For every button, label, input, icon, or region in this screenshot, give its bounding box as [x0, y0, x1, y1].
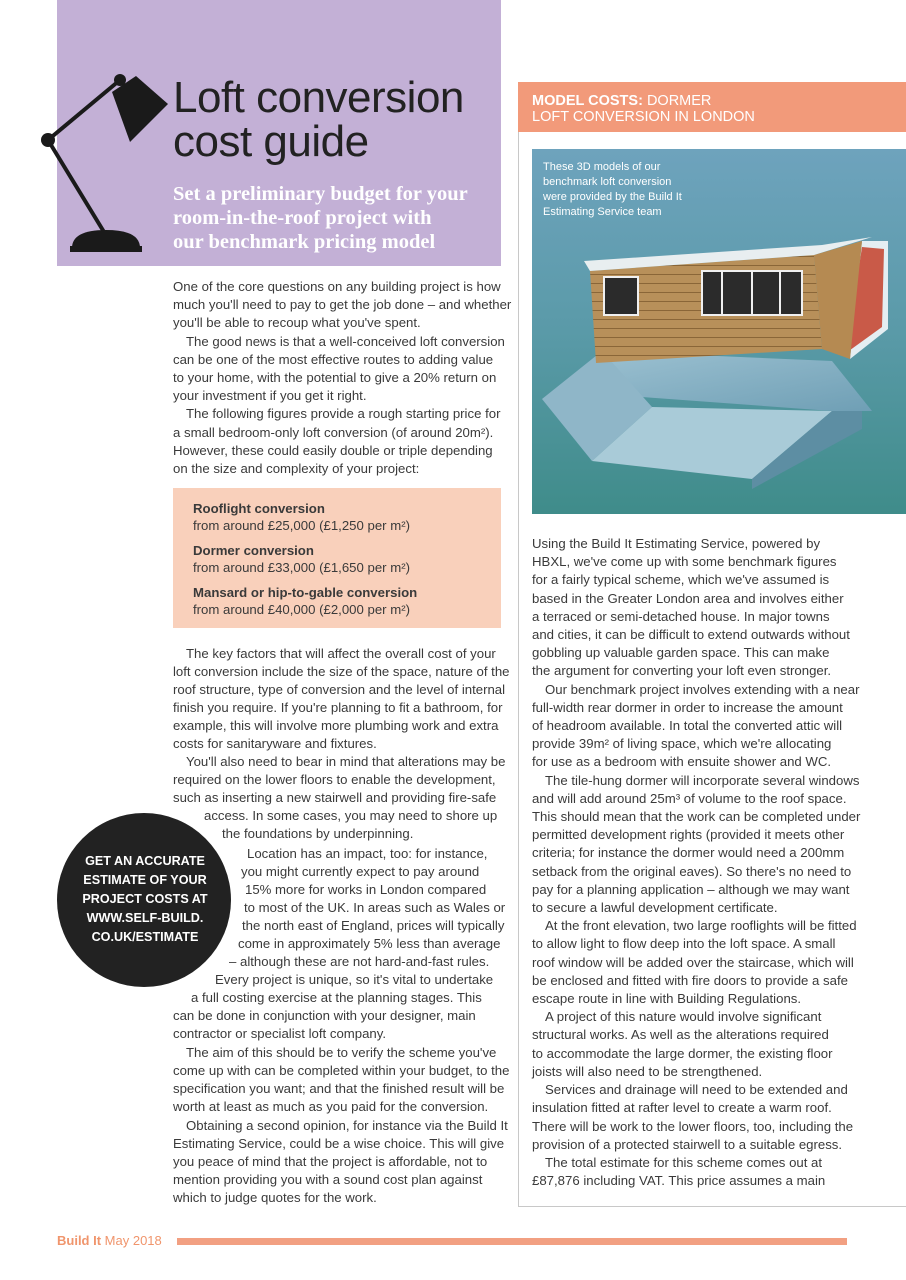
text-line: the argument for converting your loft even stronger.: [532, 663, 832, 679]
text-line: loft conversion include the size of the space, nature of the: [173, 664, 510, 679]
text-line: escape route in line with Building Regulations.: [532, 991, 802, 1007]
callout-line: GET AN ACCURATE: [85, 854, 205, 868]
title-line: cost guide: [173, 117, 369, 166]
text-line: roof window will be added over the staircase, which will: [532, 954, 854, 970]
text-line: You'll also need to bear in mind that alterations may be: [186, 754, 506, 769]
price-value: from around £25,000 (£1,250 per m²): [193, 518, 410, 533]
text-line: gobbling up valuable garden space. This can make: [532, 645, 830, 661]
text-line: can be one of the most effective routes to adding value: [173, 351, 494, 367]
body-paragraph: [532, 681, 898, 772]
text-line: and will add around 25m³ of volume to the roof space.: [532, 790, 847, 806]
text-line: to your home, with the potential to give a 20% return on: [173, 370, 497, 386]
text-line: you might currently expect to pay around: [241, 864, 480, 879]
caption-line: These 3D models of our: [543, 161, 661, 173]
text-line: – although these are not hard-and-fast rules.: [229, 954, 490, 969]
estimate-callout-text[interactable]: [70, 852, 220, 947]
text-line: The key factors that will affect the overall cost of your: [186, 646, 496, 661]
magazine-name: Build It: [57, 1233, 102, 1248]
text-line: your investment if you get it right.: [173, 388, 367, 404]
text-line: Obtaining a second opinion, for instance via the Build It: [186, 1118, 508, 1133]
price-name: Mansard or hip-to-gable conversion: [193, 585, 418, 600]
text-line: much you'll need to pay to get the job done – and whether: [173, 297, 512, 313]
callout-line: PROJECT COSTS AT: [82, 892, 208, 906]
callout-line: CO.UK/ESTIMATE: [91, 930, 199, 944]
text-line: to secure a lawful development certificate.: [532, 900, 778, 916]
price-item: [193, 500, 410, 534]
heading-line: [532, 93, 755, 109]
text-line: you peace of mind that the project is affordable, not to: [173, 1154, 488, 1169]
heading-rest: DORMER: [646, 93, 712, 109]
right-body-text: [532, 535, 898, 1190]
heading-bold: MODEL COSTS:: [532, 93, 643, 109]
text-line: full-width rear dormer in order to increase the amount: [532, 699, 843, 715]
text-line: However, these could easily double or triple depending: [173, 442, 493, 458]
text-line: based in the Greater London area and involves either: [532, 590, 844, 606]
body-paragraph: [532, 535, 898, 681]
text-line: on the size and complexity of your project:: [173, 461, 420, 477]
footer-bar: [177, 1238, 847, 1245]
footer-brand: [57, 1233, 162, 1248]
price-name: Rooflight conversion: [193, 501, 325, 516]
text-line: finish you require. If you're planning to fit a bathroom, for: [173, 700, 503, 715]
text-line: to allow light to flow deep into the loft space. A small: [532, 936, 836, 952]
text-line: you'll be able to recoup what you've spent.: [173, 315, 421, 331]
text-line: specification you want; and that the finished result will be: [173, 1081, 505, 1096]
price-item: [193, 542, 410, 576]
subtitle-line: Set a preliminary budget for your: [173, 183, 468, 205]
text-line: and cities, it can be difficult to extend outwards without: [532, 627, 850, 643]
text-line: a small bedroom-only loft conversion (of around 20m²).: [173, 424, 494, 440]
text-line: The following figures provide a rough starting price for: [186, 406, 501, 422]
price-name: Dormer conversion: [193, 543, 314, 558]
text-line: structural works. As well as the alterations required: [532, 1027, 829, 1043]
text-line: example, this will involve more plumbing work and extra: [173, 718, 499, 733]
heading-line: LOFT CONVERSION IN LONDON: [532, 109, 755, 125]
text-line: The good news is that a well-conceived loft conversion: [186, 333, 505, 349]
text-line: insulation fitted at rafter level to create a warm roof.: [532, 1100, 832, 1116]
price-value: from around £40,000 (£2,000 per m²): [193, 602, 410, 617]
text-line: can be done in conjunction with your designer, main: [173, 1008, 476, 1023]
subtitle-line: our benchmark pricing model: [173, 231, 436, 253]
desk-lamp-icon: [32, 70, 172, 260]
text-line: provide 39m² of living space, which we're allocating: [532, 736, 832, 752]
text-line: required on the lower floors to enable the development,: [173, 772, 496, 787]
intro-paragraph: [173, 405, 499, 478]
text-line: 15% more for works in London compared: [245, 882, 487, 897]
text-line: Services and drainage will need to be extended and: [545, 1082, 848, 1098]
text-line: contractor or specialist loft company.: [173, 1026, 387, 1041]
price-value: from around £33,000 (£1,650 per m²): [193, 560, 410, 575]
text-line: setback from the original eaves). So there's no need to: [532, 863, 852, 879]
text-line: joists will also need to be strengthened.: [532, 1063, 763, 1079]
issue-date: May 2018: [104, 1233, 162, 1248]
text-line: permitted development rights (provided it meets other: [532, 827, 845, 843]
subtitle-line: room-in-the-roof project with: [173, 207, 432, 229]
intro-paragraph: [173, 278, 512, 333]
caption-line: were provided by the Build It: [543, 191, 682, 203]
text-line: pay for a planning application – although we may want: [532, 881, 850, 897]
title-line: Loft conversion: [173, 73, 464, 122]
text-line: access. In some cases, you may need to shore up: [204, 808, 498, 823]
page-subtitle: [173, 182, 495, 254]
text-line: be enclosed and fitted with fire doors to provide a safe: [532, 972, 848, 988]
text-line: £87,876 including VAT. This price assumes a main: [532, 1173, 826, 1189]
text-line: One of the core questions on any building project is how: [173, 279, 501, 294]
text-line: come up with can be completed within your budget, to the: [173, 1063, 510, 1078]
text-line: criteria; for instance the dormer would need a 200mm: [532, 845, 845, 861]
text-line: come in approximately 5% less than average: [238, 936, 501, 951]
callout-line: WWW.SELF-BUILD.: [86, 911, 204, 925]
text-line: The total estimate for this scheme comes out at: [545, 1154, 823, 1170]
text-line: the foundations by underpinning.: [222, 826, 414, 841]
text-line: This should mean that the work can be completed under: [532, 809, 861, 825]
text-line: At the front elevation, two large rooflights will be fitted: [545, 918, 857, 934]
text-line: of headroom available. In total the converted attic will: [532, 718, 843, 734]
text-line: The tile-hung dormer will incorporate several windows: [545, 772, 860, 788]
text-line: The aim of this should be to verify the scheme you've: [186, 1045, 497, 1060]
text-line: such as inserting a new stairwell and providing fire-safe: [173, 790, 497, 805]
text-line: HBXL, we've come up with some benchmark figures: [532, 554, 837, 570]
model-costs-heading: [532, 93, 755, 125]
text-line: roof structure, type of conversion and the level of internal: [173, 682, 506, 697]
text-line: Using the Build It Estimating Service, powered by: [532, 536, 821, 551]
text-line: Location has an impact, too: for instance,: [247, 846, 488, 861]
body-paragraph: [532, 917, 898, 1008]
text-line: for a fairly typical scheme, which we've assumed is: [532, 572, 830, 588]
text-line: costs for sanitaryware and fixtures.: [173, 736, 377, 751]
text-line: to most of the UK. In areas such as Wales or: [244, 900, 506, 915]
price-item: [193, 584, 417, 618]
text-line: Estimating Service, could be a wise choice. This will give: [173, 1136, 505, 1151]
text-line: the north east of England, prices will typically: [242, 918, 505, 933]
text-line: worth at least as much as you paid for the conversion.: [173, 1099, 489, 1114]
text-line: a full costing exercise at the planning stages. This: [191, 990, 482, 1005]
text-line: which to judge quotes for the work.: [173, 1190, 377, 1205]
intro-text: [173, 278, 512, 478]
text-line: There will be work to the lower floors, too, including the: [532, 1118, 854, 1134]
text-line: Our benchmark project involves extending with a near: [545, 681, 860, 697]
text-line: for use as a bedroom with ensuite shower and WC.: [532, 754, 832, 770]
body-paragraph: [532, 1081, 898, 1154]
caption-line: Estimating Service team: [543, 206, 662, 218]
body-paragraph: [532, 1008, 898, 1081]
body-paragraph: [532, 1154, 898, 1190]
text-line: mention providing you with a sound cost plan against: [173, 1172, 483, 1187]
caption-line: benchmark loft conversion: [543, 176, 672, 188]
text-line: provision of a protected stairwell to a suitable egress.: [532, 1136, 843, 1152]
image-caption: [543, 160, 713, 220]
callout-line: ESTIMATE OF YOUR: [83, 873, 207, 887]
text-line: a terraced or semi-detached house. In major towns: [532, 608, 830, 624]
text-line: A project of this nature would involve significant: [545, 1009, 822, 1025]
page-title: [173, 73, 493, 166]
text-line: to accommodate the large dormer, the existing floor: [532, 1045, 833, 1061]
intro-paragraph: [173, 333, 505, 406]
body-paragraph: [532, 772, 898, 918]
price-box: [173, 488, 501, 628]
text-line: Every project is unique, so it's vital to undertake: [215, 972, 494, 987]
